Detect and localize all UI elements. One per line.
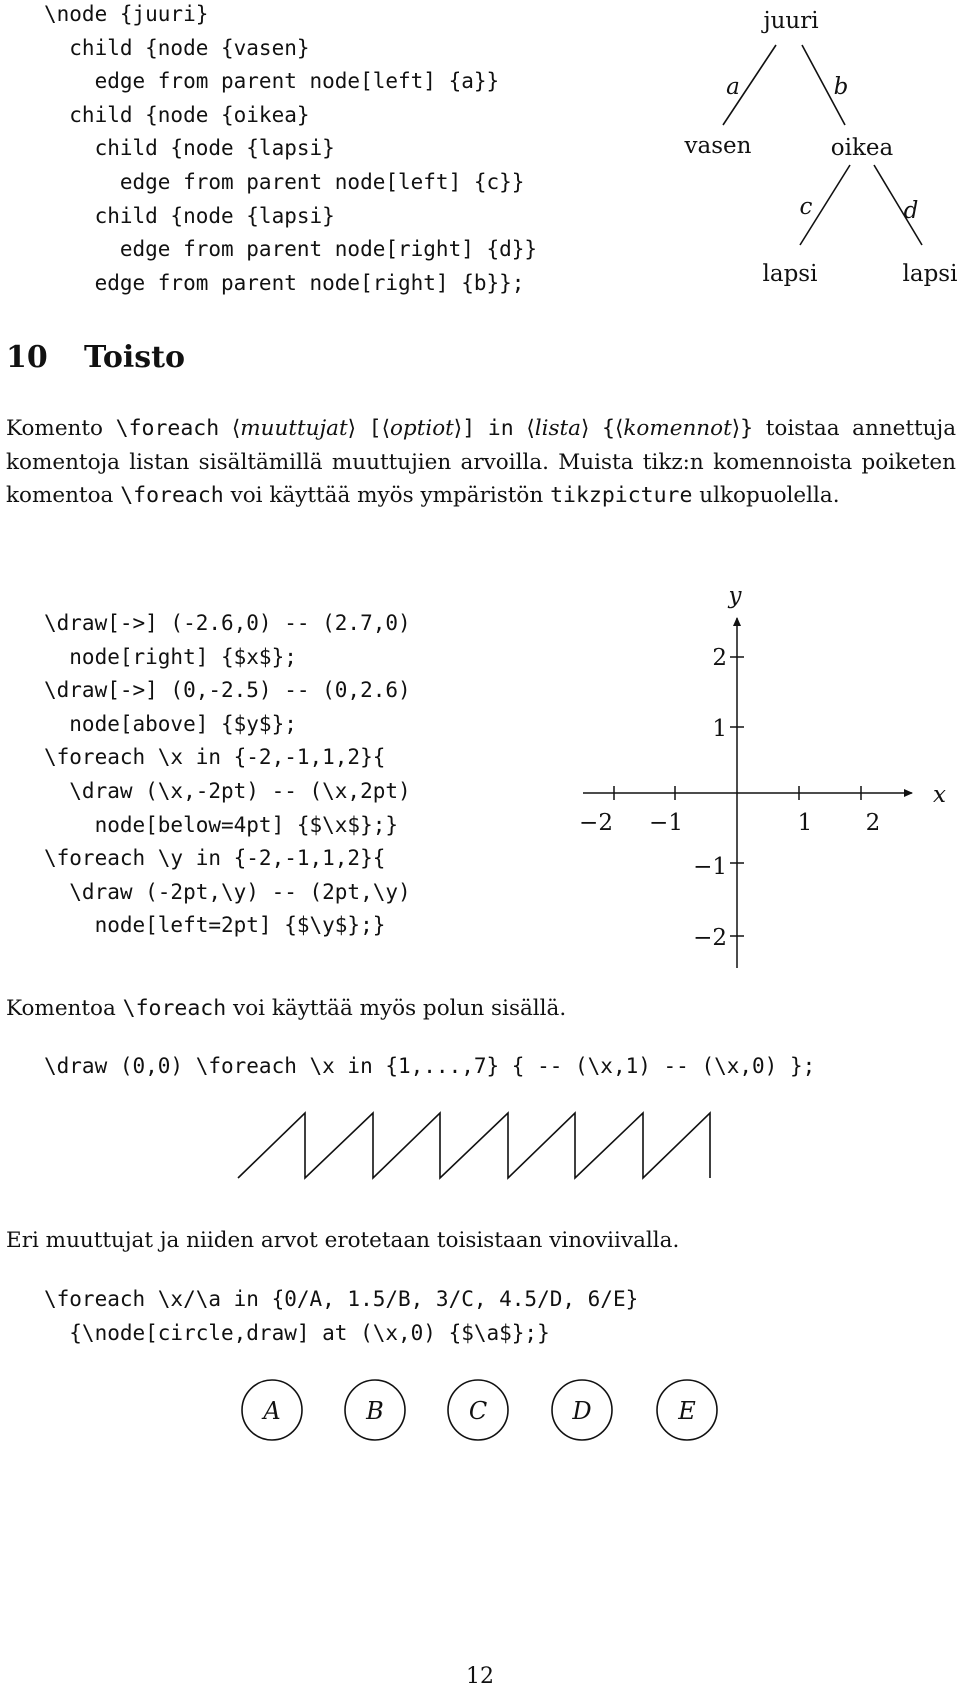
path-paragraph: Komentoa \foreach voi käyttää myös polun sisällä. [6,996,567,1021]
circle-label-D: D [572,1397,592,1425]
node-vasen: vasen [684,133,752,159]
circle-label-C: C [468,1397,488,1425]
node-root: juuri [763,8,819,34]
sawtooth-path [238,1113,710,1178]
node-lapsi-left: lapsi [762,261,818,287]
section-number: 10 [6,340,48,375]
section-heading [6,340,185,375]
y-axis-label: y [728,583,742,609]
y-tick-label-2: 2 [712,645,727,671]
tree-diagram [660,0,960,300]
circle-label-B: B [366,1397,384,1425]
nodes-code-block: \foreach \x/\a in {0/A, 1.5/B, 3/C, 4.5/D, 6/E} {\node[circle,draw] at (\x,0) {$\a$};} [44,1287,639,1345]
node-oikea: oikea [830,135,894,161]
y-tick-label-1: 1 [712,716,727,742]
x-tick-label-neg2: −2 [579,810,613,836]
y-tick-label-neg1: −1 [693,854,727,880]
intro-paragraph: Komento \foreach ⟨muuttujat⟩ [⟨optiot⟩] in ⟨lista⟩ {⟨komennot⟩} toistaa annettuja komentoja listan sisältämillä muuttujien arvoilla. Muista tikz:n komennoista poiketen komentoa \foreach voi käyttää myös ympäristön tikzpicture ulkopuolella. [6,416,957,508]
x-axis-label: x [933,782,946,808]
edge-label-a: a [726,74,740,100]
x-tick-label-1: 1 [797,810,813,836]
circle-nodes-diagram [230,1370,730,1450]
x-tick-label-neg1: −1 [649,810,683,836]
y-tick-label-neg2: −2 [693,925,727,951]
axes-diagram [500,570,960,980]
sawtooth-diagram [230,1105,730,1185]
section-title: Toisto [84,340,186,375]
node-lapsi-right: lapsi [902,261,958,287]
x-tick-label-2: 2 [865,810,881,836]
page-number: 12 [466,1664,494,1689]
edge-label-b: b [833,74,849,100]
tree-code-block: \node {juuri} child {node {vasen} edge from parent node[left] {a}} child {node {oikea} child {node {lapsi} edge from parent node[left] {c}} child {node {lapsi} edge from parent node[right] {d}} edge from parent node[right] {b}}; [44,2,538,295]
path-code-block: \draw (0,0) \foreach \x in {1,...,7} { -- (\x,1) -- (\x,0) }; [44,1054,816,1078]
circle-label-A: A [263,1397,281,1425]
edge-label-d: d [903,198,919,224]
axes-code-block: \draw[->] (-2.6,0) -- (2.7,0) node[right] {$x$}; \draw[->] (0,-2.5) -- (0,2.6) node[above] {$y$}; \foreach \x in {-2,-1,1,2}{ \draw (\x,-2pt) -- (\x,2pt) node[below=4pt] {$\x$};} \foreach \y in {-2,-1,1,2}{ \draw (-2pt,\y) -- (2pt,\y) node[left=2pt] {$\y$};} [44,611,411,938]
edge-label-c: c [799,194,813,220]
nodes-paragraph: Eri muuttujat ja niiden arvot erotetaan toisistaan vinoviivalla. [6,1228,680,1253]
circle-label-E: E [678,1397,696,1425]
